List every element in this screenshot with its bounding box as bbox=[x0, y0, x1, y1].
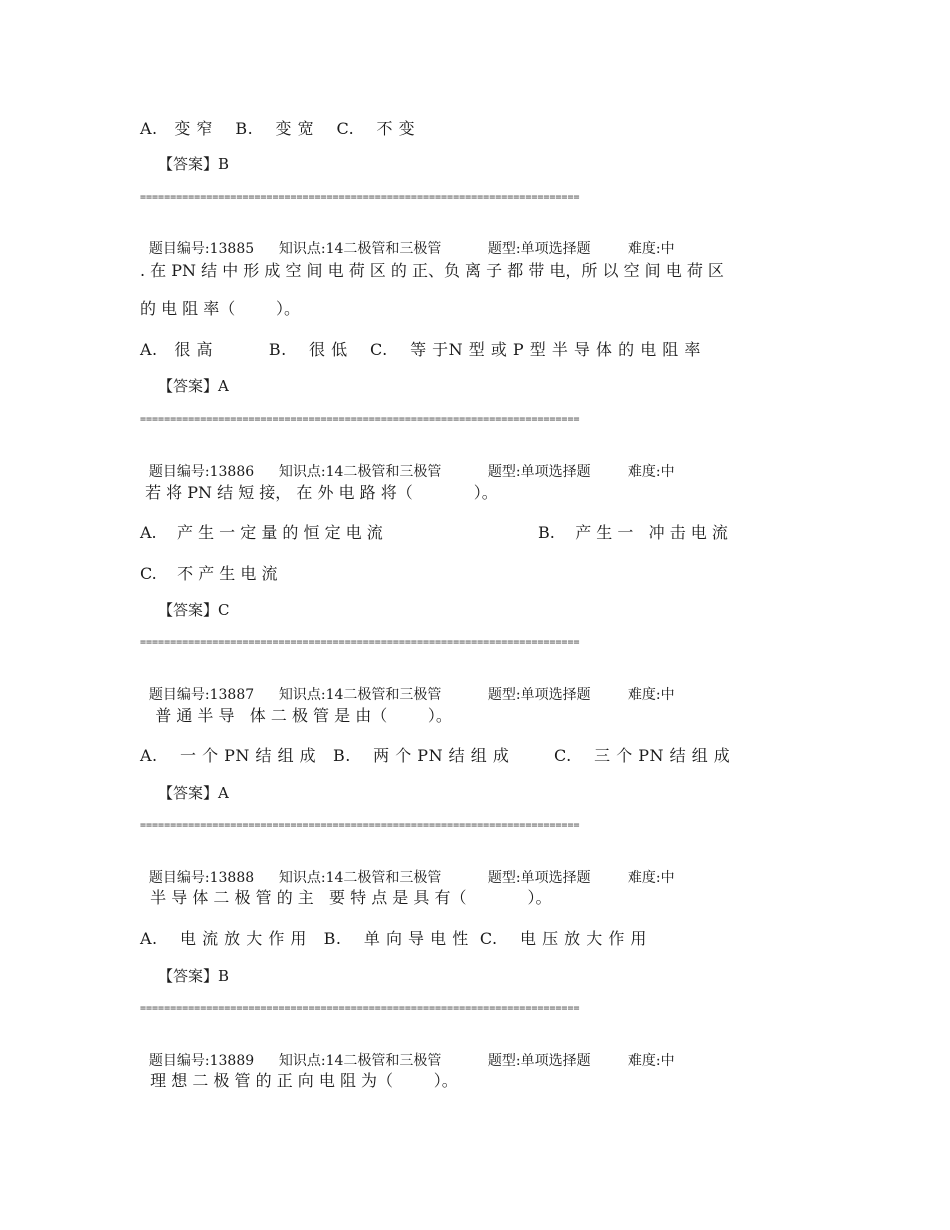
question-id: 题目编号:13889 bbox=[148, 1053, 255, 1069]
question-stem-cont: 的 电 阻 率（ ）。 bbox=[140, 299, 300, 318]
knowledge-point: 知识点:14二极管和三极管 bbox=[278, 870, 442, 886]
option-b: B. 产 生 一 冲 击 电 流 bbox=[538, 523, 728, 542]
question-stem: 理 想 二 极 管 的 正 向 电 阻 为（ ）。 bbox=[140, 1071, 458, 1090]
difficulty: 难度:中 bbox=[627, 687, 675, 703]
difficulty: 难度:中 bbox=[627, 870, 675, 886]
question-type: 题型:单项选择题 bbox=[487, 1053, 591, 1069]
question-stem: . 在 PN 结 中 形 成 空 间 电 荷 区 的 正、负 离 子 都 带 电，所 以 空 间 电 荷 区 bbox=[140, 261, 724, 280]
options-line: A. 电 流 放 大 作 用 B. 单 向 导 电 性 C. 电 压 放 大 作 用 bbox=[140, 929, 647, 948]
question-id: 题目编号:13886 bbox=[148, 464, 255, 480]
knowledge-point: 知识点:14二极管和三极管 bbox=[278, 687, 442, 703]
question-id: 题目编号:13888 bbox=[148, 870, 255, 886]
option-a: A. 产 生 一 定 量 的 恒 定 电 流 bbox=[140, 523, 383, 542]
separator-line: ========================================================================= bbox=[140, 820, 580, 831]
option-c: C. 不 产 生 电 流 bbox=[140, 564, 278, 583]
separator-line: ========================================================================= bbox=[140, 414, 580, 425]
question-meta bbox=[140, 1034, 675, 1070]
answer-label: 【答案】B bbox=[158, 155, 230, 173]
question-id: 题目编号:13887 bbox=[148, 687, 255, 703]
answer-label: 【答案】A bbox=[158, 784, 229, 802]
knowledge-point: 知识点:14二极管和三极管 bbox=[278, 241, 442, 257]
answer-label: 【答案】B bbox=[158, 967, 230, 985]
question-stem: 半 导 体 二 极 管 的 主 要 特 点 是 具 有（ ）。 bbox=[140, 888, 552, 907]
question-type: 题型:单项选择题 bbox=[487, 241, 591, 257]
question-meta bbox=[140, 851, 675, 887]
knowledge-point: 知识点:14二极管和三极管 bbox=[278, 1053, 442, 1069]
question-meta bbox=[140, 445, 675, 481]
difficulty: 难度:中 bbox=[627, 464, 675, 480]
options-line: A. 一 个 PN 结 组 成 B. 两 个 PN 结 组 成 C. 三 个 PN 结 组 成 bbox=[140, 746, 731, 765]
separator-line: ========================================================================= bbox=[140, 192, 580, 203]
question-meta bbox=[140, 222, 675, 258]
difficulty: 难度:中 bbox=[627, 241, 675, 257]
answer-label: 【答案】C bbox=[158, 601, 230, 619]
question-type: 题型:单项选择题 bbox=[487, 687, 591, 703]
options-line: A. 很 高 B. 很 低 C. 等 于N 型 或 P 型 半 导 体 的 电 阻 率 bbox=[140, 340, 701, 359]
knowledge-point: 知识点:14二极管和三极管 bbox=[278, 464, 442, 480]
question-type: 题型:单项选择题 bbox=[487, 870, 591, 886]
question-meta bbox=[140, 668, 675, 704]
question-stem: 若 将 PN 结 短 接， 在 外 电 路 将（ ）。 bbox=[140, 483, 498, 502]
question-id: 题目编号:13885 bbox=[148, 241, 255, 257]
separator-line: ========================================================================= bbox=[140, 637, 580, 648]
question-type: 题型:单项选择题 bbox=[487, 464, 591, 480]
question-stem: 普 通 半 导 体 二 极 管 是 由（ ）。 bbox=[140, 706, 452, 725]
answer-label: 【答案】A bbox=[158, 377, 229, 395]
separator-line: ========================================================================= bbox=[140, 1003, 580, 1014]
options-line: A. 变 窄 B. 变 宽 C. 不 变 bbox=[140, 119, 416, 138]
difficulty: 难度:中 bbox=[627, 1053, 675, 1069]
